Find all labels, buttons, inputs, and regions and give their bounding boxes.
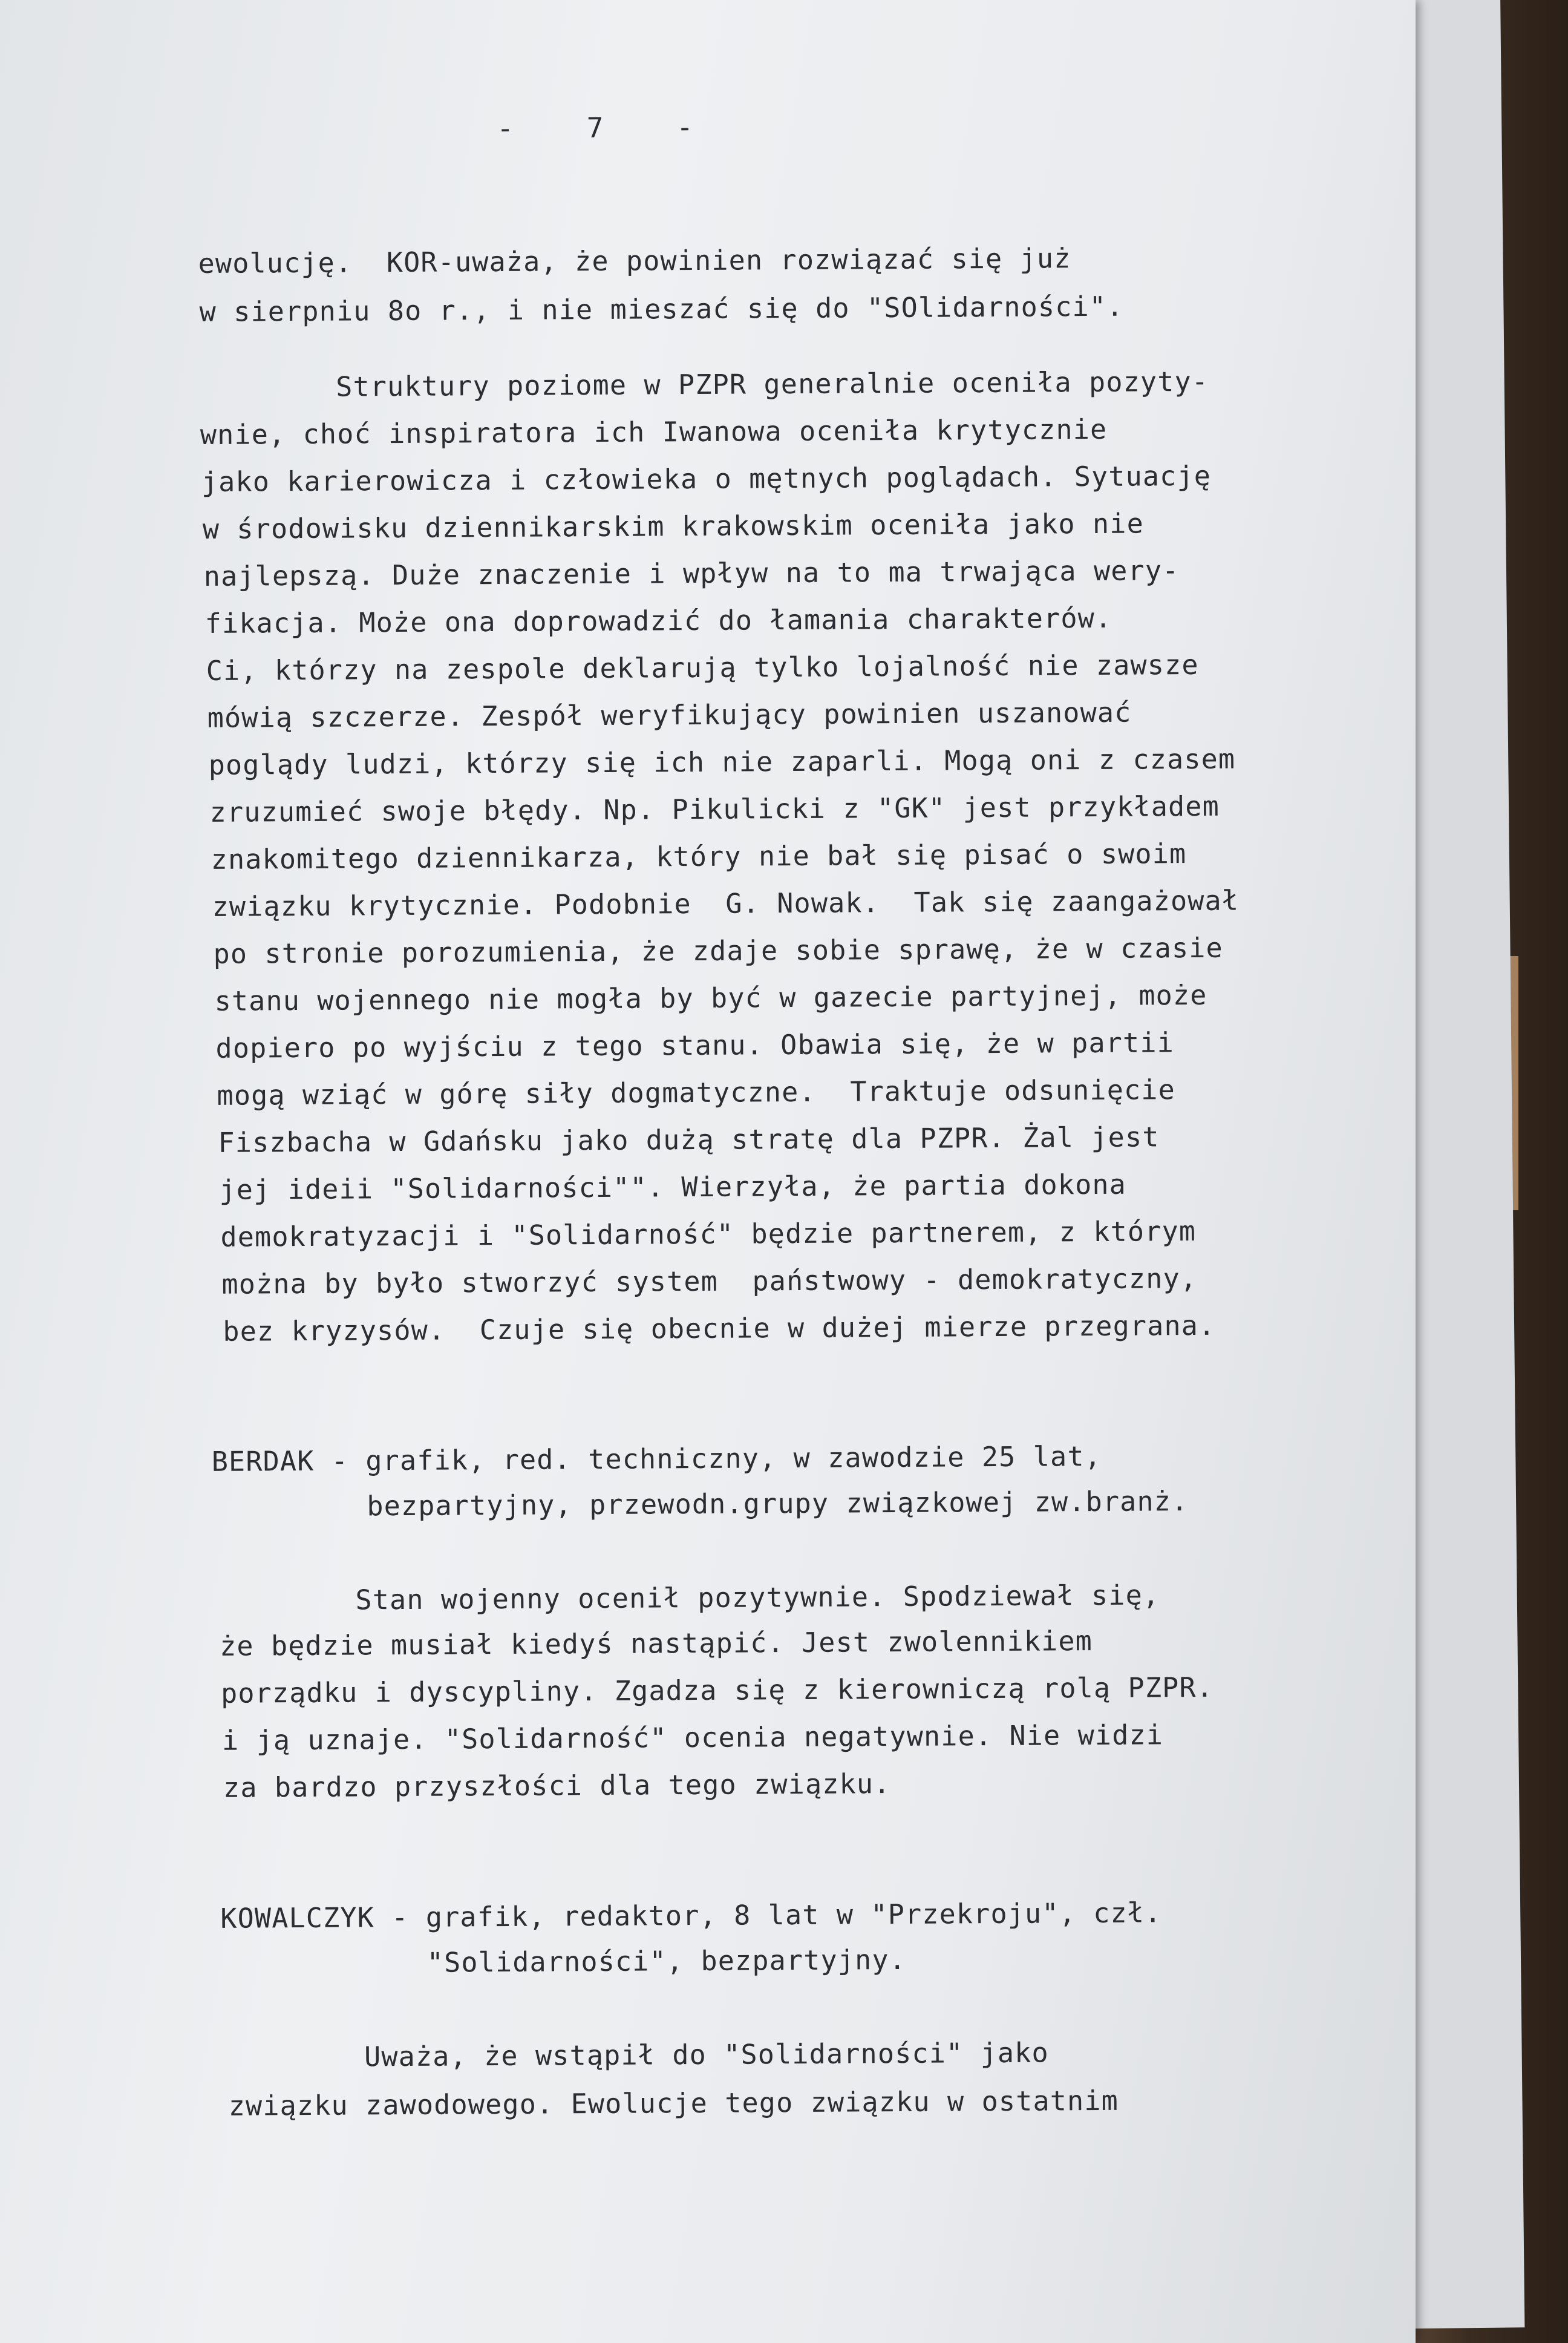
para-kowalczyk-line: związku zawodowego. Ewolucje tego związku w ostatnim bbox=[228, 2084, 1119, 2122]
para-kor-line: ewolucję. KOR-uważa, że powinien rozwiązać się już bbox=[198, 242, 1071, 280]
para-struktury-line: dopiero po wyjściu z tego stanu. Obawia się, że w partii bbox=[215, 1026, 1175, 1064]
heading-kowalczyk-line: "Solidarności", bezpartyjny. bbox=[221, 1943, 907, 1980]
para-berdak-line: i ją uznaje. "Solidarność" ocenia negatywnie. Nie widzi bbox=[221, 1719, 1164, 1757]
para-struktury-line: Struktury poziome w PZPR generalnie oceniła pozyty- bbox=[198, 365, 1209, 404]
para-struktury-line: mogą wziąć w górę siły dogmatyczne. Traktuje odsunięcie bbox=[217, 1073, 1176, 1112]
para-struktury-line: bez kryzysów. Czuje się obecnie w dużej mierze przegrana. bbox=[223, 1309, 1216, 1348]
para-struktury-line: Fiszbacha w Gdańsku jako dużą stratę dla PZPR. Żal jest bbox=[218, 1121, 1160, 1159]
para-struktury-line: fikacja. Może ona doprowadzić do łamania charakterów. bbox=[204, 601, 1112, 640]
para-struktury-line: związku krytycznie. Podobnie G. Nowak. Tak się zaangażował bbox=[212, 884, 1240, 923]
para-struktury-line: po stronie porozumienia, że zdaje sobie sprawę, że w czasie bbox=[213, 931, 1224, 970]
para-kowalczyk-line: Uważa, że wstąpił do "Solidarności" jako bbox=[227, 2036, 1049, 2074]
para-struktury-line: zruzumieć swoje błędy. Np. Pikulicki z "GK" jest przykładem bbox=[209, 790, 1220, 828]
para-struktury-line: w środowisku dziennikarskim krakowskim oceniła jako nie bbox=[202, 507, 1145, 545]
para-berdak-line: Stan wojenny ocenił pozytywnie. Spodziewał się, bbox=[218, 1579, 1160, 1617]
para-struktury-line: poglądy ludzi, którzy się ich nie zaparli. Mogą oni z czasem bbox=[208, 742, 1236, 781]
para-struktury-line: stanu wojennego nie mogła by być w gazecie partyjnej, może bbox=[214, 978, 1207, 1017]
page-number: - 7 - bbox=[497, 110, 695, 145]
heading-kowalczyk-line: KOWALCZYK - grafik, redaktor, 8 lat w "Przekroju", czł. bbox=[220, 1896, 1162, 1935]
para-berdak-line: porządku i dyscypliny. Zgadza się z kierowniczą rolą PZPR. bbox=[220, 1671, 1214, 1709]
para-berdak-line: za bardzo przyszłości dla tego związku. bbox=[223, 1768, 891, 1804]
para-berdak-line: że będzie musiał kiedyś nastąpić. Jest zwolennikiem bbox=[219, 1625, 1093, 1662]
para-struktury-line: najlepszą. Duże znaczenie i wpływ na to ma trwająca wery- bbox=[203, 554, 1180, 592]
para-struktury-line: Ci, którzy na zespole deklarują tylko lojalność nie zawsze bbox=[206, 648, 1199, 687]
para-struktury-line: można by było stworzyć system państwowy - demokratyczny, bbox=[221, 1262, 1198, 1300]
heading-berdak-line: bezpartyjny, przewodn.grupy związkowej zw.branż. bbox=[212, 1485, 1189, 1523]
para-struktury-line: demokratyzacji i "Solidarność" będzie partnerem, z którym bbox=[220, 1214, 1197, 1253]
para-struktury-line: znakomitego dziennikarza, który nie bał się pisać o swoim bbox=[211, 837, 1187, 876]
para-struktury-line: jej ideii "Solidarności"". Wierzyła, że partia dokona bbox=[219, 1168, 1127, 1206]
para-struktury-line: jako karierowicza i człowieka o mętnych poglądach. Sytuację bbox=[201, 459, 1212, 498]
para-struktury-line: wnie, choć inspiratora ich Iwanowa oceniła krytycznie bbox=[200, 413, 1108, 451]
para-struktury-line: mówią szczerze. Zespół weryfikujący powinien uszanować bbox=[207, 696, 1132, 734]
para-kor-line: w sierpniu 8o r., i nie mieszać się do "SOlidarności". bbox=[199, 290, 1124, 328]
heading-berdak-line: BERDAK - grafik, red. techniczny, w zawodzie 25 lat, bbox=[211, 1440, 1102, 1478]
